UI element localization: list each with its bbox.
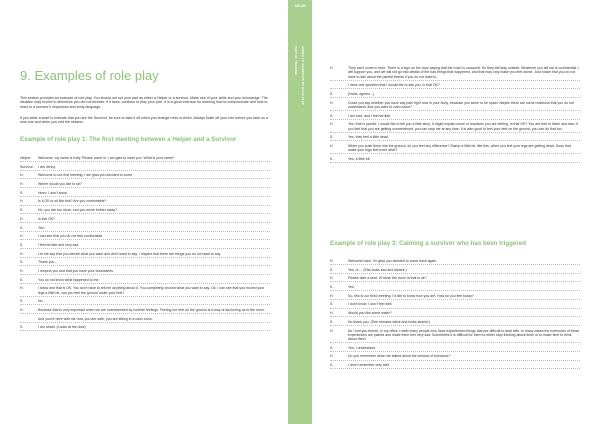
- speaker-spacer: [330, 83, 348, 87]
- dotted-divider: [330, 351, 580, 352]
- dialogue-text: I feel terrible and very sad.: [38, 242, 80, 247]
- speaker-label: H.: [330, 354, 334, 359]
- speaker-label: Helper:: [20, 156, 32, 160]
- dotted-divider: [20, 322, 270, 323]
- speaker-label: H.: [330, 122, 334, 127]
- dialogue-line: [20, 191, 270, 197]
- speaker-label: S.: [20, 242, 24, 247]
- dialogue-text: Thank you...: [38, 260, 58, 265]
- dotted-divider: [20, 283, 270, 284]
- dotted-divider: [20, 213, 270, 214]
- dialogue-text: Do you remember when we talked about the window of tolerance?: [348, 354, 451, 359]
- dialogue-text: I don't know. I don't feel well.: [348, 302, 393, 307]
- speaker-label: H.: [330, 144, 334, 148]
- dialogue-line: [20, 269, 270, 275]
- dialogue-text: Where would you like to sit?: [38, 182, 82, 187]
- dialogue-text: Welcome to our first meeting. I am glad you decided to come.: [38, 173, 134, 178]
- dialogue-line: [20, 156, 270, 162]
- dialogue-text: (Nods, agrees...): [348, 91, 375, 96]
- dotted-divider: [20, 274, 270, 275]
- speaker-label: S.: [330, 319, 334, 324]
- dialogue-text: Is it OK to sit like this? Are you comfortable?: [38, 199, 107, 204]
- dialogue-text: I can see that you do not feel comfortable.: [38, 234, 104, 239]
- speaker-label: H.: [20, 199, 24, 204]
- dialogue-text: Yes, I understand.: [348, 345, 377, 350]
- dialogue-line: [330, 346, 580, 352]
- dialogue-line: [20, 234, 270, 240]
- speaker-label: H.: [330, 293, 334, 298]
- dialogue-text: No, you are too close, can you move further away?: [38, 208, 117, 213]
- dialogue-text: Yes, they feel a little dead.: [348, 135, 389, 140]
- speaker-label: S.: [20, 277, 24, 282]
- speaker-label: S.: [20, 190, 24, 195]
- dialogue-line: [20, 325, 270, 331]
- speaker-label: S.: [20, 299, 24, 304]
- dotted-divider: [330, 316, 580, 317]
- dialogue-text: Is this OK?: [38, 216, 56, 221]
- speaker-label: S.: [330, 156, 334, 161]
- speaker-label: S.: [330, 285, 334, 290]
- dotted-divider: [20, 239, 270, 240]
- dotted-divider: [330, 88, 580, 89]
- dialogue-line: [330, 302, 580, 308]
- dialogue-line: [20, 299, 270, 305]
- dialogue-line: [20, 208, 270, 214]
- dialogue-line: [20, 260, 270, 266]
- section-heading-role-play-1: Example of role play 1: The first meeting between a Helper and a Survivor: [20, 136, 237, 143]
- dialogue-line: [20, 173, 270, 179]
- dialogue-line: [20, 226, 270, 232]
- speaker-label: H.: [20, 173, 24, 178]
- dialogue-text: As I told you before, in my office I meet many people who have experienced things that are difficult to deal with. In many cases the memories of those experiences are painful and make them feel very sad. Sometimes it is difficult for them to either stop thinking about them or to make time to think about them.: [348, 328, 580, 342]
- dotted-divider: [20, 161, 270, 162]
- speaker-label: H.: [330, 66, 334, 70]
- dotted-divider: [330, 119, 580, 120]
- speaker-label: H.: [20, 216, 24, 221]
- dotted-divider: [20, 265, 270, 266]
- dialogue-text: Would you like some water?: [348, 311, 392, 316]
- speaker-label: S.: [330, 135, 334, 140]
- dotted-divider: [330, 273, 580, 274]
- dialogue-text: Hmm, I don't know.: [38, 190, 68, 195]
- dotted-divider: [20, 296, 270, 297]
- dotted-divider: [20, 313, 270, 314]
- dotted-divider: [20, 231, 270, 232]
- dialogue-line: [330, 276, 580, 282]
- dialogue-text: Let me say that you decide what you want and don't want to say. I respect that there are things you do not want to say.: [38, 251, 222, 256]
- dialogue-line: [330, 259, 580, 265]
- dotted-divider: [330, 153, 580, 154]
- speaker-label: H.: [20, 234, 24, 239]
- dotted-divider: [20, 170, 270, 171]
- dialogue-text: They can't come in here. There is a sign on the door saying that the room is occupied. So they will stay outside. Whatever you tell me is confidential. I will support you, and we will not go into details of the bad things that happened, and that may only make you feel worse. Just notice that you do not have to talk about the painful events if you do not want to.: [348, 66, 580, 79]
- dialogue-line: [330, 92, 580, 98]
- speaker-label: Survivor:: [20, 164, 34, 169]
- dialogue-line: [20, 308, 270, 323]
- dialogue-line: [20, 217, 270, 223]
- dotted-divider: [330, 299, 580, 300]
- dialogue-text: So, this is our third meeting. I'd like to know how you are. How do you feel today?: [348, 293, 474, 298]
- speaker-label: H.: [330, 276, 334, 281]
- dialogue-text: Because that is very important when we are overwhelmed by horrible feelings. Feeling our feet on the ground is a way of anchoring us in the room.: [38, 307, 265, 312]
- dialogue-line: [330, 122, 580, 132]
- dialogue-line: [20, 278, 270, 284]
- speaker-label: H.: [330, 328, 334, 333]
- dialogue-line: [330, 285, 580, 291]
- speaker-label: H.: [20, 251, 24, 256]
- left-page: [0, 0, 288, 424]
- dotted-divider: [330, 290, 580, 291]
- dialogue-text: Welcome, my name is Katy. Please come in. I am glad to meet you. What is your name?: [38, 156, 175, 160]
- dotted-divider: [20, 178, 270, 179]
- dotted-divider: [330, 132, 580, 133]
- dotted-divider: [330, 281, 580, 282]
- dialogue-text: When you push them into the ground, do you feel any difference? Stamp a little bit, like this, when you feel your legs are getting dead. Does that make your legs feel more alive?: [348, 144, 571, 153]
- dialogue-line: [20, 286, 270, 296]
- dotted-divider: [20, 187, 270, 188]
- dotted-divider: [330, 264, 580, 265]
- spine-section-label: PART III: TRAINING: [294, 46, 298, 76]
- dotted-divider: [330, 110, 580, 111]
- dialogue-line: [20, 199, 270, 205]
- speaker-label: S.: [330, 302, 334, 307]
- dialogue-text: No thank you. (She remains silent and looks absent.): [348, 319, 431, 324]
- dialogue-text: I respect you and that you have your boundaries.: [38, 268, 114, 273]
- speaker-label: H.: [330, 311, 334, 316]
- dialogue-line: [330, 157, 580, 163]
- dialogue-line: [330, 363, 580, 369]
- speaker-label: H.: [20, 307, 24, 312]
- dotted-divider: [330, 308, 580, 309]
- dialogue-text: Yes, a little bit.: [348, 156, 371, 161]
- speaker-label: S.: [330, 267, 334, 272]
- speaker-label: S.: [20, 325, 24, 330]
- speaker-label: S.: [20, 260, 24, 265]
- dialogue-text: I am cold, and I feel terrible.: [348, 113, 392, 118]
- dialogue-line: [20, 165, 270, 171]
- dotted-divider: [330, 140, 580, 141]
- dialogue-line: [330, 66, 580, 89]
- dotted-divider: [330, 97, 580, 98]
- dialogue-line: [20, 182, 270, 188]
- dialogue-list-role-play-3: [330, 259, 580, 372]
- dotted-divider: [330, 368, 580, 369]
- dotted-divider: [20, 222, 270, 223]
- dialogue-text-continued: I have one question that I would like to ask you, is that OK?: [348, 83, 440, 88]
- dotted-divider: [20, 257, 270, 258]
- intro-paragraph-1: This section provides an example of role play. You should act out your part as either a Helper or a survivor. Make use of your skills and your knowledge. The situation may evolve in directions you did not foresee: if it does, continue to play your part. It is a good exercise for learning how to communicate and how to react to a survivor's responses and body language.: [20, 96, 268, 109]
- section-heading-role-play-3: Example of role play 3: Calming a survivor who has been triggered: [330, 240, 526, 247]
- dialogue-text: Yes, hi.... (She looks sad and distant.): [348, 267, 407, 272]
- dialogue-line: [330, 114, 580, 120]
- page-numbers: 148 149: [294, 4, 306, 8]
- speaker-label: H.: [20, 268, 24, 273]
- dotted-divider: [20, 330, 270, 331]
- dialogue-line: [20, 243, 270, 249]
- dialogue-text: I don't remember very well.: [348, 363, 390, 368]
- dotted-divider: [330, 325, 580, 326]
- dialogue-line: [330, 135, 580, 141]
- dotted-divider: [20, 248, 270, 249]
- speaker-label: S.: [330, 91, 334, 96]
- dialogue-line: [20, 252, 270, 258]
- intro-paragraph-2: If you wear a scarf to indicate that you are the Survivor, be sure to take it off when you change roles or finish. Always finish off your role before you take on a new one and when you end the session.: [20, 116, 268, 125]
- dialogue-text: Welcome back. I'm glad you decided to come back again.: [348, 259, 438, 263]
- speaker-label: H.: [20, 286, 24, 291]
- speaker-label: H.: [20, 182, 24, 187]
- dotted-divider: [20, 196, 270, 197]
- dotted-divider: [20, 304, 270, 305]
- speaker-label: S.: [20, 208, 24, 213]
- speaker-label: S.: [20, 225, 24, 230]
- dialogue-text: You do not know what happened to me.: [38, 277, 100, 282]
- dialogue-line: [330, 268, 580, 274]
- dialogue-list-role-play-1: [20, 156, 270, 334]
- dialogue-text: Please take a seat. I'll close the door! Is that is ok?: [348, 276, 427, 281]
- speaker-label: S.: [330, 345, 334, 350]
- spine-annex-label: ANNEX 13: EXAMPLES OF ROLE PLAY: [301, 46, 305, 105]
- dotted-divider: [330, 342, 580, 343]
- dialogue-line: [330, 101, 580, 111]
- dialogue-text: I know and that is OK. You don't have to tell me anything about it. You completely choose what you want to say. Ok, I can see that you moved your legs a little bit, can you feel the ground under your feet?: [38, 286, 265, 295]
- dialogue-text-continued: And you're here with me now, you are safe, you are sitting in a calm room.: [38, 316, 153, 321]
- book-spine-tab: [288, 0, 312, 424]
- speaker-label: S.: [330, 113, 334, 118]
- speaker-label: H.: [330, 259, 334, 263]
- dotted-divider: [330, 162, 580, 163]
- speaker-label: S.: [330, 363, 334, 368]
- dialogue-line: [330, 144, 580, 154]
- dialogue-text: No...: [38, 299, 46, 304]
- dialogue-line: [330, 320, 580, 326]
- dialogue-text: Could you say whether you have any pain right now in your body, because you seem to be upset. Maybe there are some reactions that you do not understand, that you want to calm down?: [348, 100, 574, 109]
- speaker-spacer: [20, 317, 38, 321]
- dialogue-text: Yes.: [38, 225, 45, 230]
- dialogue-text: Yes.: [348, 285, 355, 290]
- dialogue-text: I am afraid. (Looks at the door): [38, 325, 86, 330]
- right-page: [312, 0, 600, 424]
- dialogue-text: Yes, that is painful. I would like to tell you a little story. It might explain some of reactions you are feeling. Is that OK? You are free to listen and also, if you feel that you are getting overwhelmed, you can stop me at any time. It is also good to feel your feet on the ground, you can do that too.: [348, 122, 579, 131]
- speaker-label: H.: [330, 100, 334, 105]
- dotted-divider: [330, 360, 580, 361]
- dotted-divider: [20, 205, 270, 206]
- dialogue-line: [330, 329, 580, 344]
- dotted-divider: [330, 80, 580, 81]
- dialogue-line: [330, 294, 580, 300]
- dialogue-line: [330, 354, 580, 360]
- dialogue-text: I am Jenny.: [38, 164, 56, 169]
- dialogue-line: [330, 311, 580, 317]
- page-title: 9. Examples of role play: [20, 68, 159, 83]
- dialogue-list-continued: [330, 66, 580, 166]
